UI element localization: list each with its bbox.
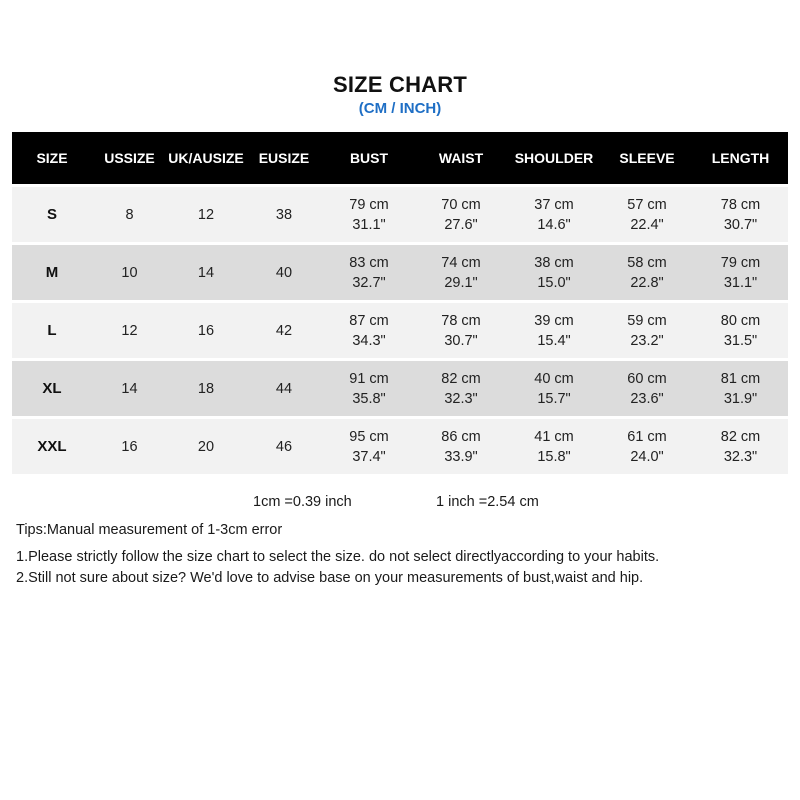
header-length: LENGTH: [693, 132, 788, 184]
header-size: SIZE: [12, 132, 92, 184]
cell-size: S: [12, 184, 92, 242]
size-table: [12, 132, 788, 474]
table-row: [12, 242, 788, 300]
table-row: [12, 358, 788, 416]
cell-us-size: 12: [92, 300, 167, 358]
cell-length: 82 cm 32.3": [693, 416, 788, 474]
cell-eu-size: 44: [245, 358, 323, 416]
cell-shoulder: 38 cm 15.0": [507, 242, 601, 300]
note-line: 1.Please strictly follow the size chart to select the size. do not select directlyaccording to your habits.: [16, 549, 660, 565]
cell-sleeve: 60 cm 23.6": [601, 358, 693, 416]
cell-size: XXL: [12, 416, 92, 474]
cell-waist: 82 cm 32.3": [415, 358, 507, 416]
cell-ukau-size: 14: [167, 242, 245, 300]
cell-bust: 83 cm 32.7": [323, 242, 415, 300]
table-row: [12, 300, 788, 358]
cell-shoulder: 40 cm 15.7": [507, 358, 601, 416]
cell-ukau-size: 20: [167, 416, 245, 474]
cell-length: 78 cm 30.7": [693, 184, 788, 242]
cell-sleeve: 59 cm 23.2": [601, 300, 693, 358]
cell-length: 80 cm 31.5": [693, 300, 788, 358]
cell-us-size: 10: [92, 242, 167, 300]
cell-shoulder: 37 cm 14.6": [507, 184, 601, 242]
cell-size: XL: [12, 358, 92, 416]
cell-waist: 70 cm 27.6": [415, 184, 507, 242]
tips-text: Tips:Manual measurement of 1-3cm error: [16, 522, 283, 538]
cell-eu-size: 38: [245, 184, 323, 242]
header-sleeve: SLEEVE: [601, 132, 693, 184]
header-us-size: USSIZE: [92, 132, 167, 184]
cell-eu-size: 46: [245, 416, 323, 474]
cell-us-size: 8: [92, 184, 167, 242]
cell-size: M: [12, 242, 92, 300]
cm-to-inch-note: 1cm =0.39 inch: [253, 494, 352, 510]
note-line: 2.Still not sure about size? We'd love to advise base on your measurements of bust,waist and hip.: [16, 570, 644, 586]
cell-sleeve: 57 cm 22.4": [601, 184, 693, 242]
cell-waist: 74 cm 29.1": [415, 242, 507, 300]
inch-to-cm-note: 1 inch =2.54 cm: [436, 494, 539, 510]
table-row: [12, 416, 788, 474]
cell-bust: 95 cm 37.4": [323, 416, 415, 474]
cell-waist: 86 cm 33.9": [415, 416, 507, 474]
cell-bust: 87 cm 34.3": [323, 300, 415, 358]
cell-bust: 91 cm 35.8": [323, 358, 415, 416]
chart-subtitle: (CM / INCH): [358, 100, 442, 117]
header-ukau-size: UK/AUSIZE: [167, 132, 245, 184]
cell-shoulder: 39 cm 15.4": [507, 300, 601, 358]
cell-ukau-size: 18: [167, 358, 245, 416]
cell-bust: 79 cm 31.1": [323, 184, 415, 242]
cell-sleeve: 61 cm 24.0": [601, 416, 693, 474]
header-waist: WAIST: [415, 132, 507, 184]
cell-eu-size: 42: [245, 300, 323, 358]
cell-us-size: 16: [92, 416, 167, 474]
header-shoulder: SHOULDER: [507, 132, 601, 184]
chart-title: SIZE CHART: [333, 72, 467, 97]
cell-waist: 78 cm 30.7": [415, 300, 507, 358]
cell-ukau-size: 16: [167, 300, 245, 358]
cell-eu-size: 40: [245, 242, 323, 300]
cell-length: 79 cm 31.1": [693, 242, 788, 300]
table-row: [12, 184, 788, 242]
header-bust: BUST: [323, 132, 415, 184]
cell-ukau-size: 12: [167, 184, 245, 242]
cell-sleeve: 58 cm 22.8": [601, 242, 693, 300]
cell-length: 81 cm 31.9": [693, 358, 788, 416]
cell-us-size: 14: [92, 358, 167, 416]
table-header-row: [12, 132, 788, 184]
cell-shoulder: 41 cm 15.8": [507, 416, 601, 474]
header-eu-size: EUSIZE: [245, 132, 323, 184]
cell-size: L: [12, 300, 92, 358]
